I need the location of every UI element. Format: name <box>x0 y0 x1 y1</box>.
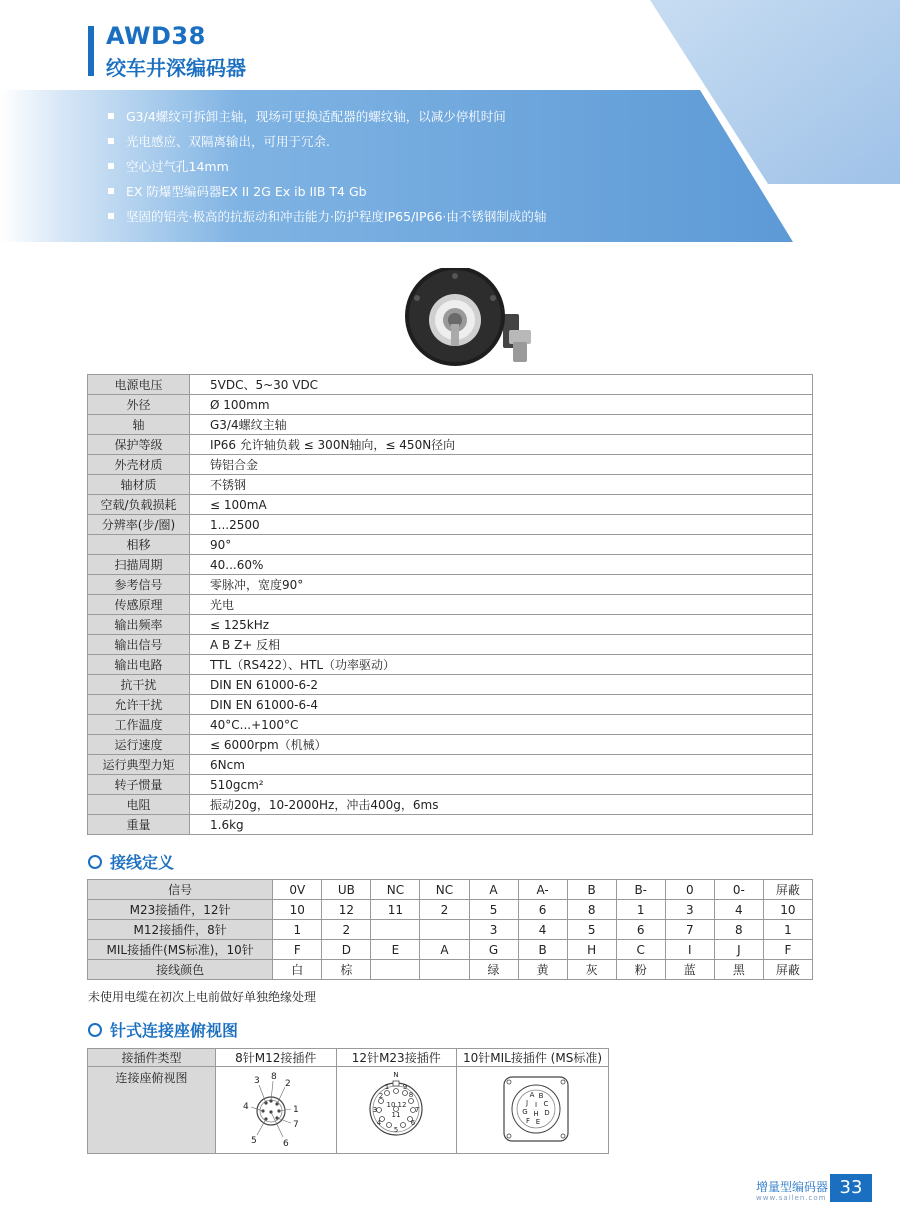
pin-label: H <box>532 1110 539 1118</box>
table-row: 参考信号 零脉冲，宽度90° <box>88 575 813 595</box>
wiring-row-label: M12接插件，8针 <box>88 920 273 940</box>
m23-pinout-diagram <box>341 1067 451 1149</box>
spec-table <box>87 374 813 835</box>
pin-label: I <box>534 1101 537 1109</box>
table-row: 外径 Ø 100mm <box>88 395 813 415</box>
wiring-cell: 3 <box>665 900 714 920</box>
pin-label: 8 <box>409 1091 414 1099</box>
pin-label: 8 <box>270 1072 277 1082</box>
wiring-cell: 10 <box>273 900 322 920</box>
bullet-icon <box>108 213 114 219</box>
page-number: 33 <box>830 1174 872 1202</box>
wiring-row-label: 接线颜色 <box>88 960 273 980</box>
wiring-cell <box>371 920 420 940</box>
wiring-row-label: 信号 <box>88 880 273 900</box>
title-accent-bar <box>88 26 94 76</box>
wiring-section-title: 接线定义 <box>88 850 174 873</box>
table-row: 运行典型力矩 6Ncm <box>88 755 813 775</box>
wiring-cell: 8 <box>567 900 616 920</box>
wiring-cell: UB <box>322 880 371 900</box>
table-row: 允许干扰 DIN EN 61000-6-4 <box>88 695 813 715</box>
wiring-row-label: MIL接插件(MS标准)，10针 <box>88 940 273 960</box>
bullet-icon <box>108 113 114 119</box>
feature-item: 光电感应、双隔离输出，可用于冗余. <box>108 129 546 154</box>
table-row: 运行速度 ≤ 6000rpm（机械） <box>88 735 813 755</box>
pin-label: A <box>529 1091 534 1099</box>
wiring-cell: 4 <box>714 900 763 920</box>
pin-label: 3 <box>253 1076 260 1086</box>
table-row: 接插件类型 8针M12接插件 12针M23接插件 10针MIL接插件 (MS标准) <box>88 1049 609 1067</box>
wiring-cell: B- <box>616 880 665 900</box>
wiring-cell: D <box>322 940 371 960</box>
wiring-cell: G <box>469 940 518 960</box>
wiring-cell: 3 <box>469 920 518 940</box>
pin-label: 7 <box>292 1120 299 1130</box>
wiring-cell: I <box>665 940 714 960</box>
wiring-cell: B <box>518 940 567 960</box>
table-row: 连接座俯视图 3 8 2 4 1 7 5 6 N 1 9 8 2 10 12 7 3 11 6 4 5 A B J I C G H D E F <box>88 1067 609 1154</box>
bullet-icon <box>108 138 114 144</box>
table-row: 轴材质 不锈钢 <box>88 475 813 495</box>
wiring-cell: 1 <box>763 920 812 940</box>
table-row: 电源电压 5VDC、5~30 VDC <box>88 375 813 395</box>
wiring-cell: 白 <box>273 960 322 980</box>
wiring-cell: F <box>763 940 812 960</box>
feature-item: 坚固的铝壳·极高的抗振动和冲击能力·防护程度IP65/IP66·由不锈钢制成的轴 <box>108 204 546 229</box>
footer-section-label: 增量型编码器 <box>756 1180 829 1194</box>
wiring-cell: A- <box>518 880 567 900</box>
pin-label: 2 <box>379 1092 384 1100</box>
pin-label: 5 <box>394 1126 399 1134</box>
table-row <box>88 900 813 920</box>
feature-item: G3/4螺纹可拆卸主轴，现场可更换适配器的螺纹轴，以减少停机时间 <box>108 104 546 129</box>
wiring-cell: C <box>616 940 665 960</box>
wiring-cell: 10 <box>763 900 812 920</box>
wiring-cell: 2 <box>420 900 469 920</box>
wiring-cell: F <box>273 940 322 960</box>
table-row: 输出电路 TTL（RS422）、HTL（功率驱动） <box>88 655 813 675</box>
table-row: 电阻 振动20g，10-2000Hz，冲击400g，6ms <box>88 795 813 815</box>
m12-pinout-diagram <box>221 1067 331 1149</box>
product-name: 绞车井深编码器 <box>106 56 246 80</box>
connector-table <box>87 1048 609 1154</box>
wiring-cell: NC <box>420 880 469 900</box>
wiring-cell: 1 <box>616 900 665 920</box>
wiring-cell: 棕 <box>322 960 371 980</box>
footer-url: www.sailen.com <box>756 1194 827 1202</box>
wiring-cell: 屏蔽 <box>763 880 812 900</box>
wiring-cell <box>420 960 469 980</box>
table-row: 输出信号 A B Z+ 反相 <box>88 635 813 655</box>
connector-section-title: 针式连接座俯视图 <box>88 1018 238 1041</box>
wiring-cell: 8 <box>714 920 763 940</box>
table-row: 相移 90° <box>88 535 813 555</box>
wiring-cell: J <box>714 940 763 960</box>
wiring-cell: 黑 <box>714 960 763 980</box>
wiring-cell: 绿 <box>469 960 518 980</box>
wiring-cell: 灰 <box>567 960 616 980</box>
encoder-product-image <box>395 268 545 378</box>
feature-item: 空心过气孔14mm <box>108 154 546 179</box>
pin-label: 2 <box>284 1079 291 1089</box>
bullet-icon <box>108 163 114 169</box>
table-row <box>88 920 813 940</box>
pin-label: D <box>543 1109 550 1117</box>
wiring-cell <box>371 960 420 980</box>
pin-label: 10 <box>386 1101 396 1109</box>
pin-label: 12 <box>397 1101 407 1109</box>
pin-label: F <box>525 1117 530 1125</box>
pin-label: 4 <box>242 1102 249 1112</box>
pin-label: 5 <box>250 1136 257 1146</box>
table-row: 空载/负载损耗 ≤ 100mA <box>88 495 813 515</box>
table-row <box>88 960 813 980</box>
mil-pinout-diagram <box>478 1067 588 1149</box>
pin-label: 1 <box>292 1105 299 1115</box>
wiring-cell: 0- <box>714 880 763 900</box>
wiring-cell: 蓝 <box>665 960 714 980</box>
pin-label: 9 <box>403 1083 408 1091</box>
pin-label: B <box>538 1092 543 1100</box>
table-row: 保护等级 IP66 允许轴负载 ≤ 300N轴向，≤ 450N径向 <box>88 435 813 455</box>
wiring-table <box>87 879 813 980</box>
table-row: 轴 G3/4螺纹主轴 <box>88 415 813 435</box>
wiring-cell: 0V <box>273 880 322 900</box>
wiring-cell: E <box>371 940 420 960</box>
pin-label: 6 <box>411 1119 416 1127</box>
table-row: 传感原理 光电 <box>88 595 813 615</box>
table-row <box>88 940 813 960</box>
pin-label: 3 <box>373 1106 378 1114</box>
pin-label: 7 <box>415 1106 420 1114</box>
wiring-cell: 6 <box>518 900 567 920</box>
wiring-cell: 5 <box>567 920 616 940</box>
wiring-row-label: M23接插件，12针 <box>88 900 273 920</box>
pin-label: 1 <box>385 1083 390 1091</box>
table-row <box>88 880 813 900</box>
pin-label: 11 <box>391 1111 401 1119</box>
pin-label: 6 <box>282 1139 289 1149</box>
wiring-cell: 黄 <box>518 960 567 980</box>
wiring-cell: A <box>469 880 518 900</box>
wiring-cell: 2 <box>322 920 371 940</box>
wiring-cell: 7 <box>665 920 714 940</box>
pin-label: C <box>543 1100 548 1108</box>
table-row: 重量 1.6kg <box>88 815 813 835</box>
pin-label: 4 <box>377 1119 382 1127</box>
pin-label: G <box>521 1108 528 1116</box>
table-row: 外壳材质 铸铝合金 <box>88 455 813 475</box>
pin-label: J <box>525 1099 528 1107</box>
circle-bullet-icon <box>88 855 102 869</box>
pin-label: E <box>535 1118 540 1126</box>
table-row: 转子惯量 510gcm² <box>88 775 813 795</box>
wiring-cell: 1 <box>273 920 322 940</box>
pin-label: N <box>393 1071 399 1079</box>
table-row: 工作温度 40°C...+100°C <box>88 715 813 735</box>
wiring-cell: 6 <box>616 920 665 940</box>
wiring-cell: 粉 <box>616 960 665 980</box>
wiring-cell: 0 <box>665 880 714 900</box>
bullet-icon <box>108 188 114 194</box>
wiring-cell: B <box>567 880 616 900</box>
wiring-cell: 5 <box>469 900 518 920</box>
table-row: 输出频率 ≤ 125kHz <box>88 615 813 635</box>
wiring-cell: 屏蔽 <box>763 960 812 980</box>
wiring-cell: H <box>567 940 616 960</box>
feature-item: EX 防爆型编码器EX II 2G Ex ib IIB T4 Gb <box>108 179 546 204</box>
wiring-cell: A <box>420 940 469 960</box>
table-row: 分辨率(步/圈) 1...2500 <box>88 515 813 535</box>
product-model: AWD38 <box>106 22 206 50</box>
wiring-cell: 11 <box>371 900 420 920</box>
table-row: 扫描周期 40...60% <box>88 555 813 575</box>
wiring-cell <box>420 920 469 940</box>
wiring-note: 未使用电缆在初次上电前做好单独绝缘处理 <box>88 990 317 1004</box>
feature-list <box>108 104 546 229</box>
wiring-cell: 12 <box>322 900 371 920</box>
circle-bullet-icon <box>88 1023 102 1037</box>
wiring-cell: NC <box>371 880 420 900</box>
table-row: 抗干扰 DIN EN 61000-6-2 <box>88 675 813 695</box>
wiring-cell: 4 <box>518 920 567 940</box>
